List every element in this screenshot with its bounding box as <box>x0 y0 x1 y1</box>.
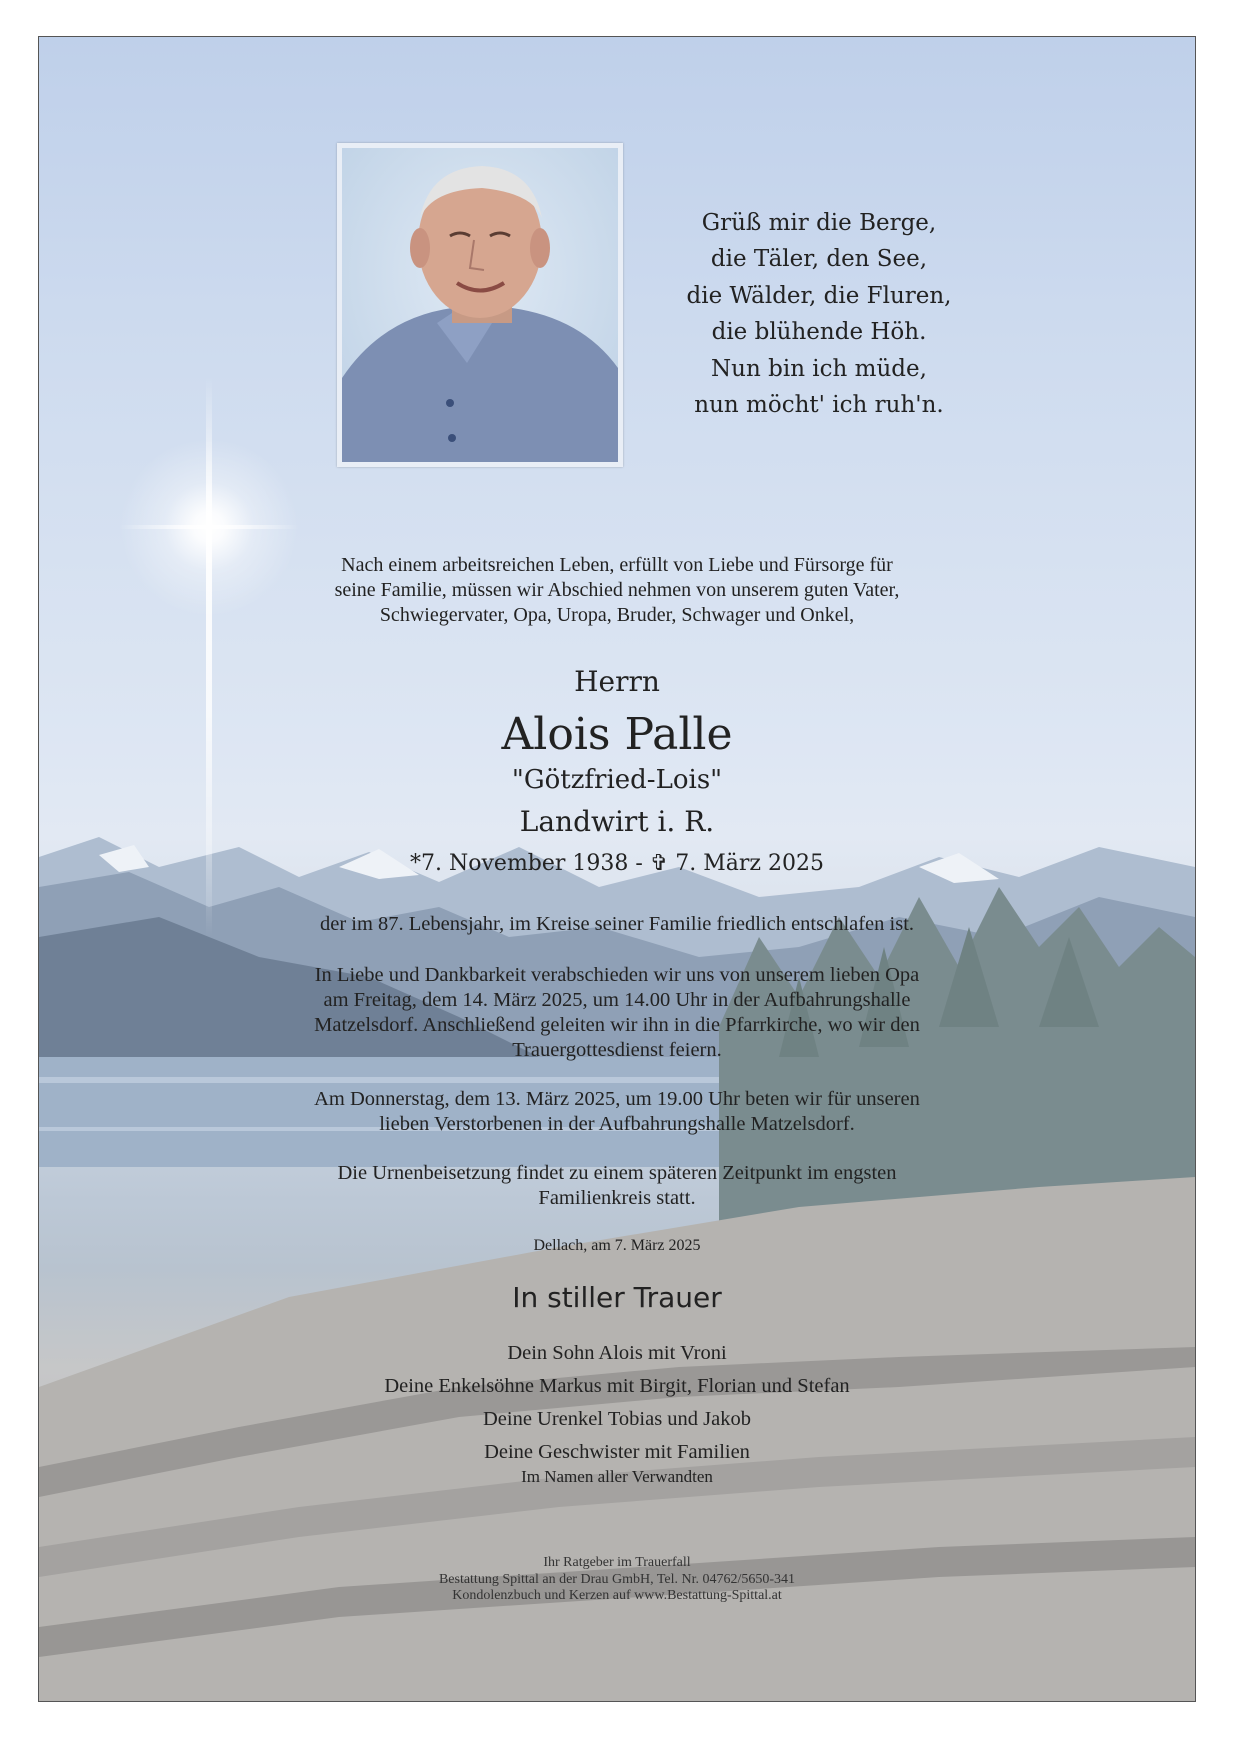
poem-line: die Täler, den See, <box>710 246 928 273</box>
mourner-line: Deine Geschwister mit Familien <box>484 1441 750 1463</box>
on-behalf-text: Im Namen aller Verwandten <box>521 1467 713 1486</box>
funeral-home-footer <box>39 1555 1195 1605</box>
mourning-heading: In stiller Trauer <box>512 1281 722 1314</box>
poem-line: Nun bin ich müde, <box>711 355 927 382</box>
obituary-card <box>38 36 1196 1702</box>
mourner-line: Deine Urenkel Tobias und Jakob <box>482 1408 752 1430</box>
place-date: Dellach, am 7. März 2025 <box>533 1237 701 1254</box>
footer-line: Bestattung Spittal an der Drau GmbH, Tel. Nr. 04762/5650-341 <box>438 1571 796 1587</box>
footer-line: Ihr Ratgeber im Trauerfall <box>543 1555 691 1570</box>
passing-text: der im 87. Lebensjahr, im Kreise seiner Familie friedlich entschlafen ist. <box>319 913 915 935</box>
poem-line: Grüß mir die Berge, <box>701 210 937 236</box>
farewell-paragraph <box>39 963 1195 1063</box>
portrait-photo <box>337 143 623 467</box>
intro-line: Schwiegervater, Opa, Uropa, Bruder, Schwager und Onkel, <box>379 604 855 626</box>
poem-line: die Wälder, die Fluren, <box>686 282 952 309</box>
paragraph-line: Matzelsdorf. Anschließend geleiten wir ihn in die Pfarrkirche, wo wir den <box>314 1014 920 1036</box>
poem-line: die blühende Höh. <box>711 319 927 346</box>
intro-text <box>39 553 1195 628</box>
paragraph-line: Die Urnenbeisetzung findet zu einem späteren Zeitpunkt im engsten <box>337 1162 897 1184</box>
paragraph-line: am Freitag, dem 14. März 2025, um 14.00 Uhr in der Aufbahrungshalle <box>323 989 911 1011</box>
footer-line: Kondolenzbuch und Kerzen auf www.Bestattung-Spittal.at <box>452 1588 782 1603</box>
paragraph-line: Trauergottesdienst feiern. <box>512 1039 722 1061</box>
poem <box>669 205 969 423</box>
paragraph-line: In Liebe und Dankbarkeit verabschieden wir uns von unserem lieben Opa <box>314 964 920 986</box>
intro-line: seine Familie, müssen wir Abschied nehmen von unserem guten Vater, <box>334 579 900 601</box>
paragraph-line: lieben Verstorbenen in der Aufbahrungshalle Matzelsdorf. <box>379 1113 855 1135</box>
deceased-occupation: Landwirt i. R. <box>519 805 715 838</box>
prayer-paragraph <box>39 1087 1195 1137</box>
paragraph-line: Am Donnerstag, dem 13. März 2025, um 19.00 Uhr beten wir für unseren <box>314 1088 920 1110</box>
paragraph-line: Familienkreis statt. <box>538 1187 696 1209</box>
poem-line: nun möcht' ich ruh'n. <box>694 392 944 419</box>
deceased-name: Alois Palle <box>501 709 733 760</box>
intro-line: Nach einem arbeitsreichen Leben, erfüllt von Liebe und Fürsorge für <box>341 554 893 576</box>
salutation: Herrn <box>574 665 660 698</box>
burial-paragraph <box>39 1161 1195 1211</box>
mourner-line: Dein Sohn Alois mit Vroni <box>507 1342 727 1364</box>
mourner-line: Deine Enkelsöhne Markus mit Birgit, Florian und Stefan <box>384 1375 850 1397</box>
mourners-list <box>39 1337 1195 1469</box>
deceased-nickname: "Götzfried-Lois" <box>511 765 723 795</box>
life-dates: *7. November 1938 - ✞ 7. März 2025 <box>410 851 824 876</box>
